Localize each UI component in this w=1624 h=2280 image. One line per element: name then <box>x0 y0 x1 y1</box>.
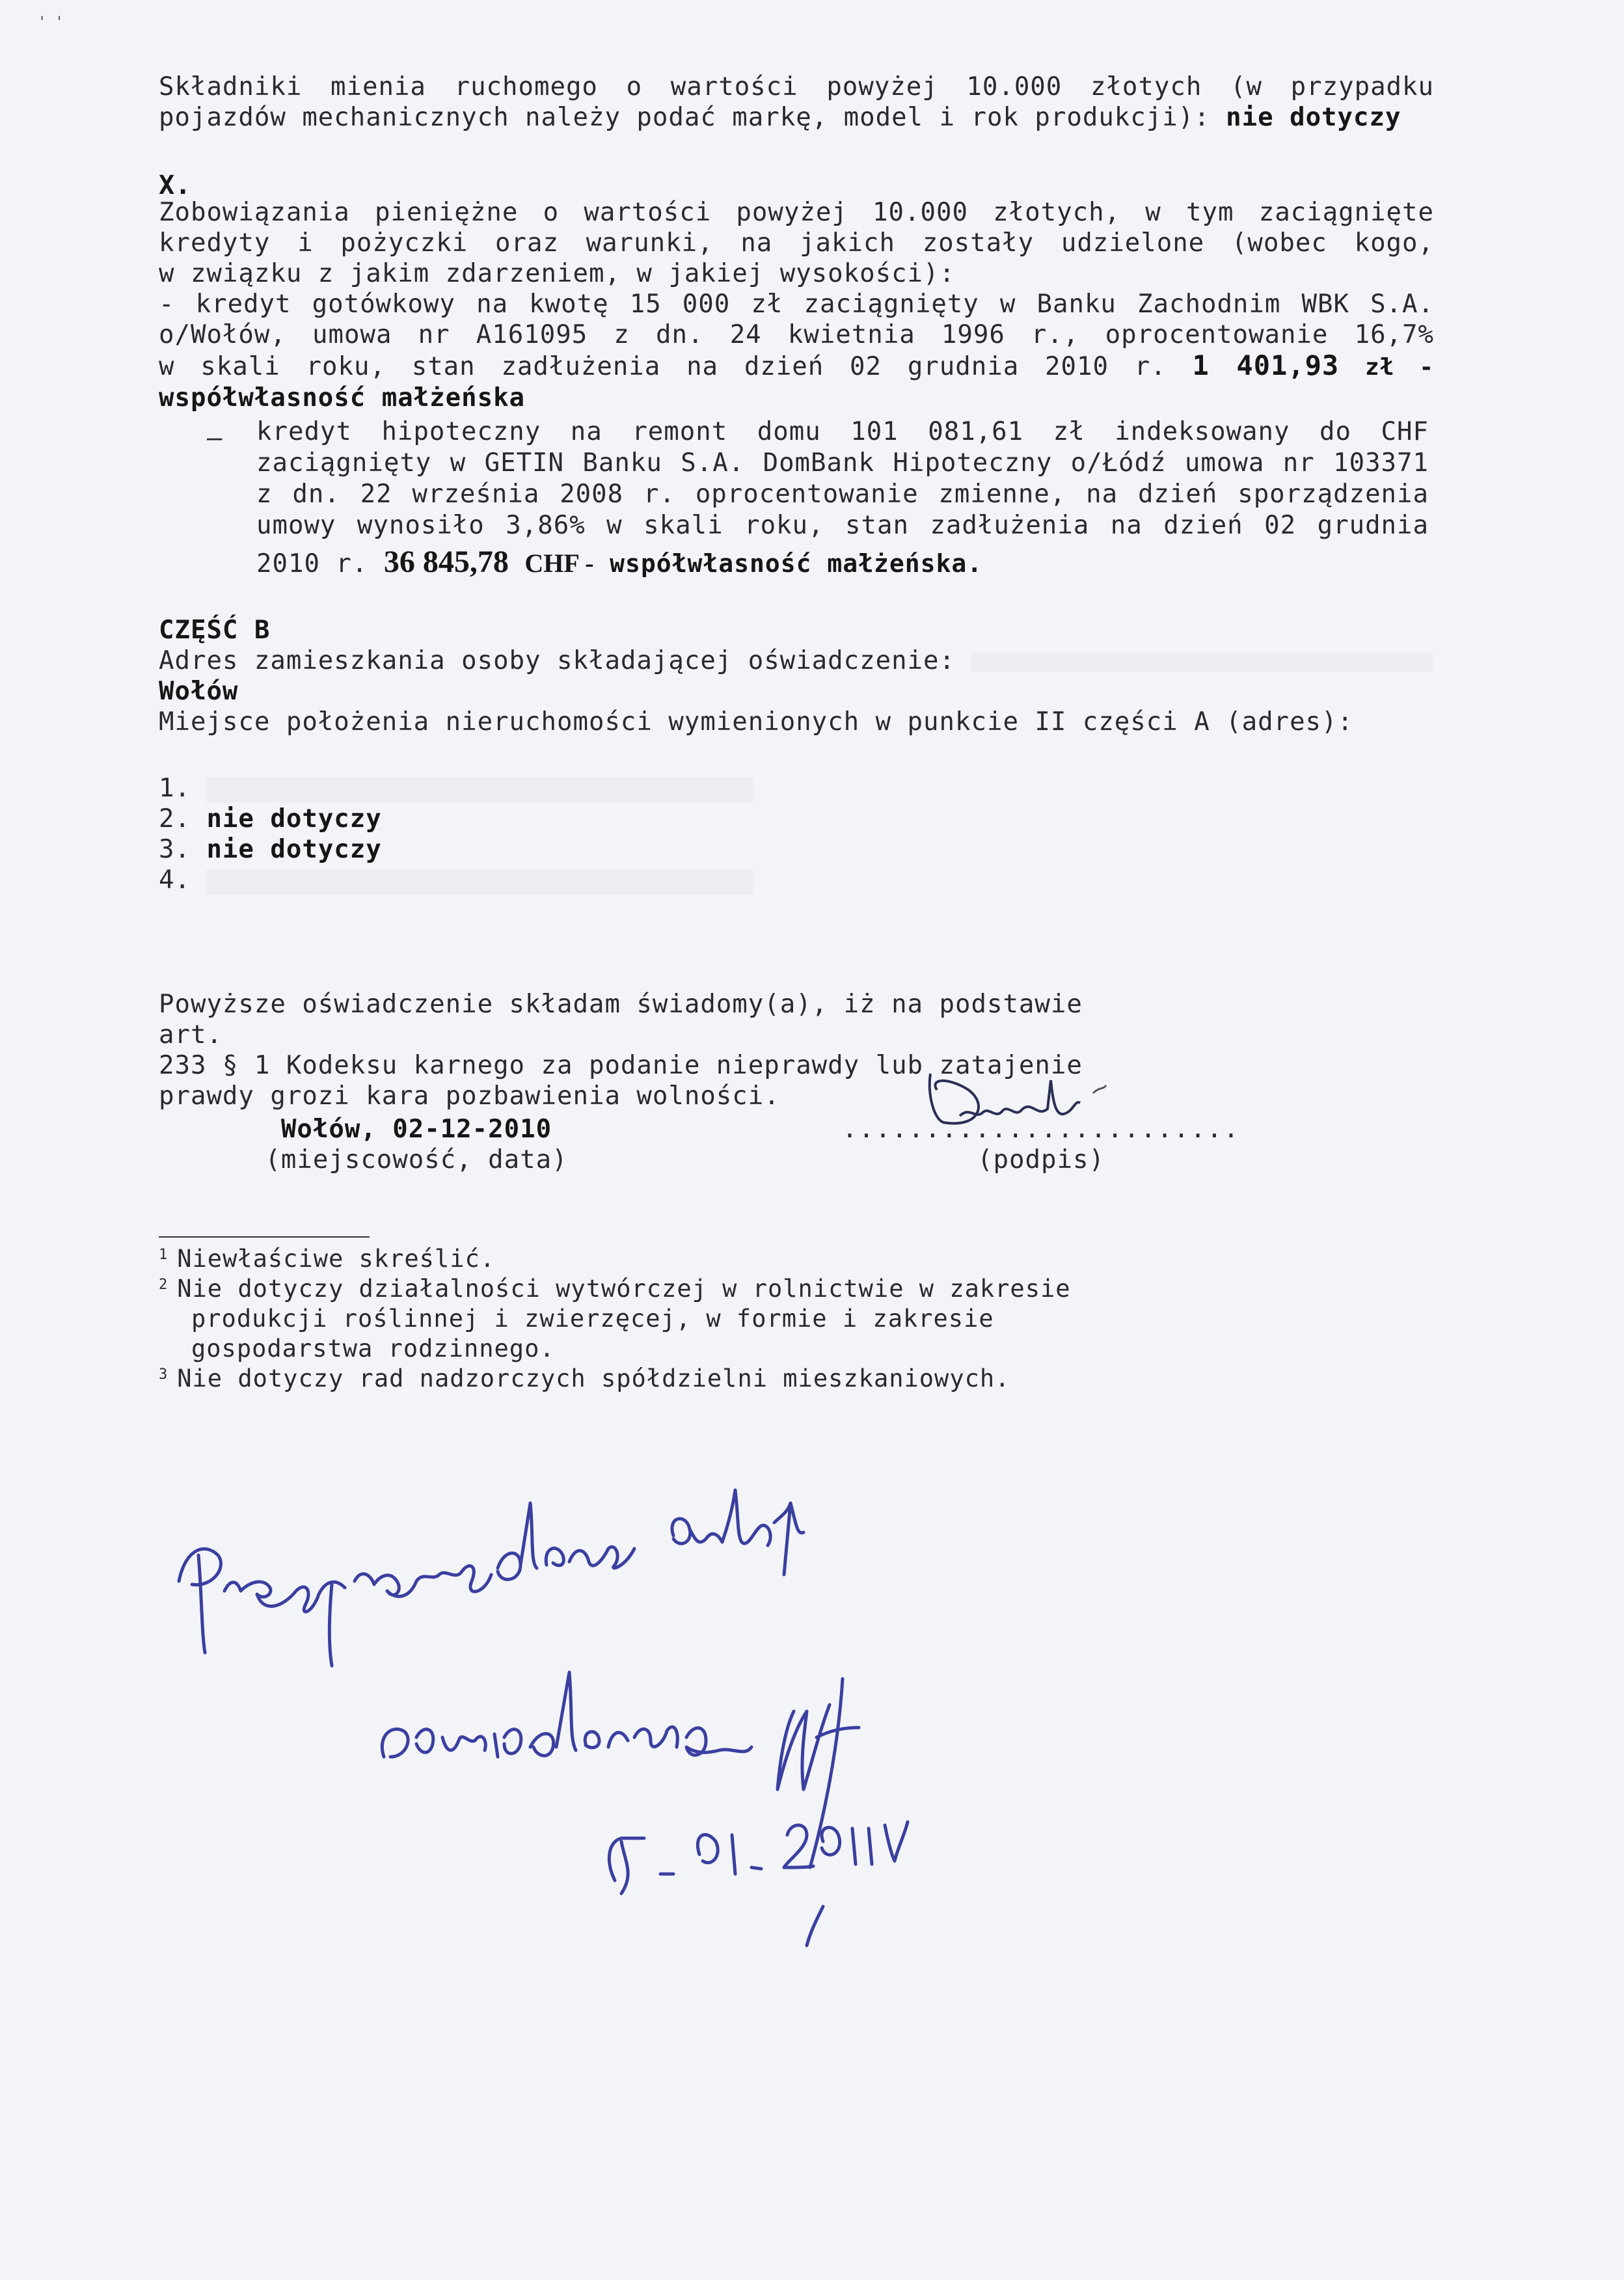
footnote-3: $^3$ Nie dotyczy rad nadzorczych spółdzielni mieszkaniowych. <box>159 1364 1010 1392</box>
property-item-4: 4. <box>159 865 753 895</box>
section-x <box>159 170 1434 201</box>
property-item-3: 3. nie dotyczy <box>159 835 382 864</box>
property-item-1: 1. <box>159 773 753 804</box>
handwritten-initials <box>768 1666 885 1883</box>
signature-caption: (podpis) <box>977 1145 1105 1174</box>
loan1-suffix: zł - <box>1364 354 1435 381</box>
intro-line-1: Zobowiązania pieniężne o wartości powyżej 10.000 złotych, w tym zaciągnięte <box>159 198 1434 227</box>
declaration-line-3: prawdy grozi kara pozbawienia wolności. <box>159 1081 780 1111</box>
handwritten-signature <box>904 1041 1139 1148</box>
signature-dots: ........................ <box>842 1115 1240 1144</box>
loan2-dash: – <box>207 424 223 453</box>
loan2-line-4: umowy wynosiło 3,86% w skali roku, stan zadłużenia na dzień 02 grudnia <box>256 511 1429 540</box>
footnote-1: $^1$ Niewłaściwe skreślić. <box>159 1245 496 1273</box>
corner-marks: ' ' <box>38 14 64 31</box>
address-redaction <box>971 653 1433 672</box>
loan2-line-2: zaciągnięty w GETIN Banku S.A. DomBank Hipoteczny o/Łódź umowa nr 103371 <box>256 448 1429 478</box>
section-x-intro <box>159 197 1434 413</box>
part-b <box>159 615 1434 737</box>
property-item-4-redaction <box>206 869 753 894</box>
property-item-2: 2. nie dotyczy <box>159 804 382 834</box>
property-item-1-redaction <box>206 778 753 802</box>
footnote-2: $^2$ Nie dotyczy działalności wytwórczej w rolnictwie w zakresie produkcji roślinnej i zwierzęcej, w formie i zakresie gospodarstwa rodzinnego. <box>159 1275 1071 1363</box>
declaration-line-1: Powyższe oświadczenie składam świadomy(a), iż na podstawie art. <box>159 990 1083 1050</box>
movable-line-1: Składniki mienia ruchomego o wartości powyżej 10.000 złotych (w przypadku <box>159 72 1434 102</box>
section-movable-property <box>159 72 1434 133</box>
loan2-amount: 36 845,78 <box>383 545 509 579</box>
place-date: Wołów, 02-12-2010 <box>280 1115 552 1144</box>
address-row <box>159 645 1434 676</box>
property-label: Miejsce położenia nieruchomości wymienionych w punkcie II części A (adres): <box>159 707 1353 737</box>
declaration-line-2: 233 § 1 Kodeksu karnego za podanie nieprawdy lub zatajenie <box>159 1051 1083 1080</box>
address-value: Wołów <box>159 677 239 706</box>
loan1-ownership: współwłasność małżeńska <box>159 383 526 413</box>
loan1-amount: 1 401,93 <box>1192 349 1340 381</box>
intro-line-2: kredyty i pożyczki oraz warunki, na jakich zostały udzielone (wobec kogo, <box>159 228 1434 258</box>
address-label: Adres zamieszkania osoby składającej oświadczenie: <box>159 646 955 675</box>
loan1-line-2: o/Wołów, umowa nr A161095 z dn. 24 kwietnia 1996 r., oprocentowanie 16,7% <box>159 320 1434 349</box>
footnote-separator <box>159 1236 370 1238</box>
loan1-line-1: - kredyt gotówkowy na kwotę 15 000 zł zaciągnięty w Banku Zachodnim WBK S.A. <box>159 290 1434 319</box>
loan2-line-1: kredyt hipoteczny na remont domu 101 081,61 zł indeksowany do CHF <box>256 417 1429 446</box>
place-date-block <box>215 1114 618 1175</box>
intro-line-3: w związku z jakim zdarzeniem, w jakiej wysokości): <box>159 259 955 288</box>
loan2-ownership: współwłasność małżeńska. <box>610 549 983 578</box>
part-b-heading: CZĘŚĆ B <box>159 616 271 645</box>
loan1-line-3: w skali roku, stan zadłużenia na dzień 02 grudnia 2010 r. 1 401,93 zł - <box>159 349 1435 381</box>
place-date-caption: (miejscowość, data) <box>265 1145 568 1174</box>
movable-line-2: pojazdów mechanicznych należy podać markę, model i rok produkcji): nie dotyczy <box>159 103 1401 132</box>
loan2-line-5: 2010 r. 36 845,78 CHF - współwłasność małżeńska. <box>256 545 983 579</box>
loan2-block <box>256 416 1429 585</box>
movable-value: nie dotyczy <box>1226 103 1401 132</box>
section-x-heading: X. <box>159 170 192 200</box>
loan2-currency: CHF - <box>524 549 594 578</box>
loan2-line-3: z dn. 22 września 2008 r. oprocentowanie zmienne, na dzień sporządzenia <box>256 480 1429 509</box>
